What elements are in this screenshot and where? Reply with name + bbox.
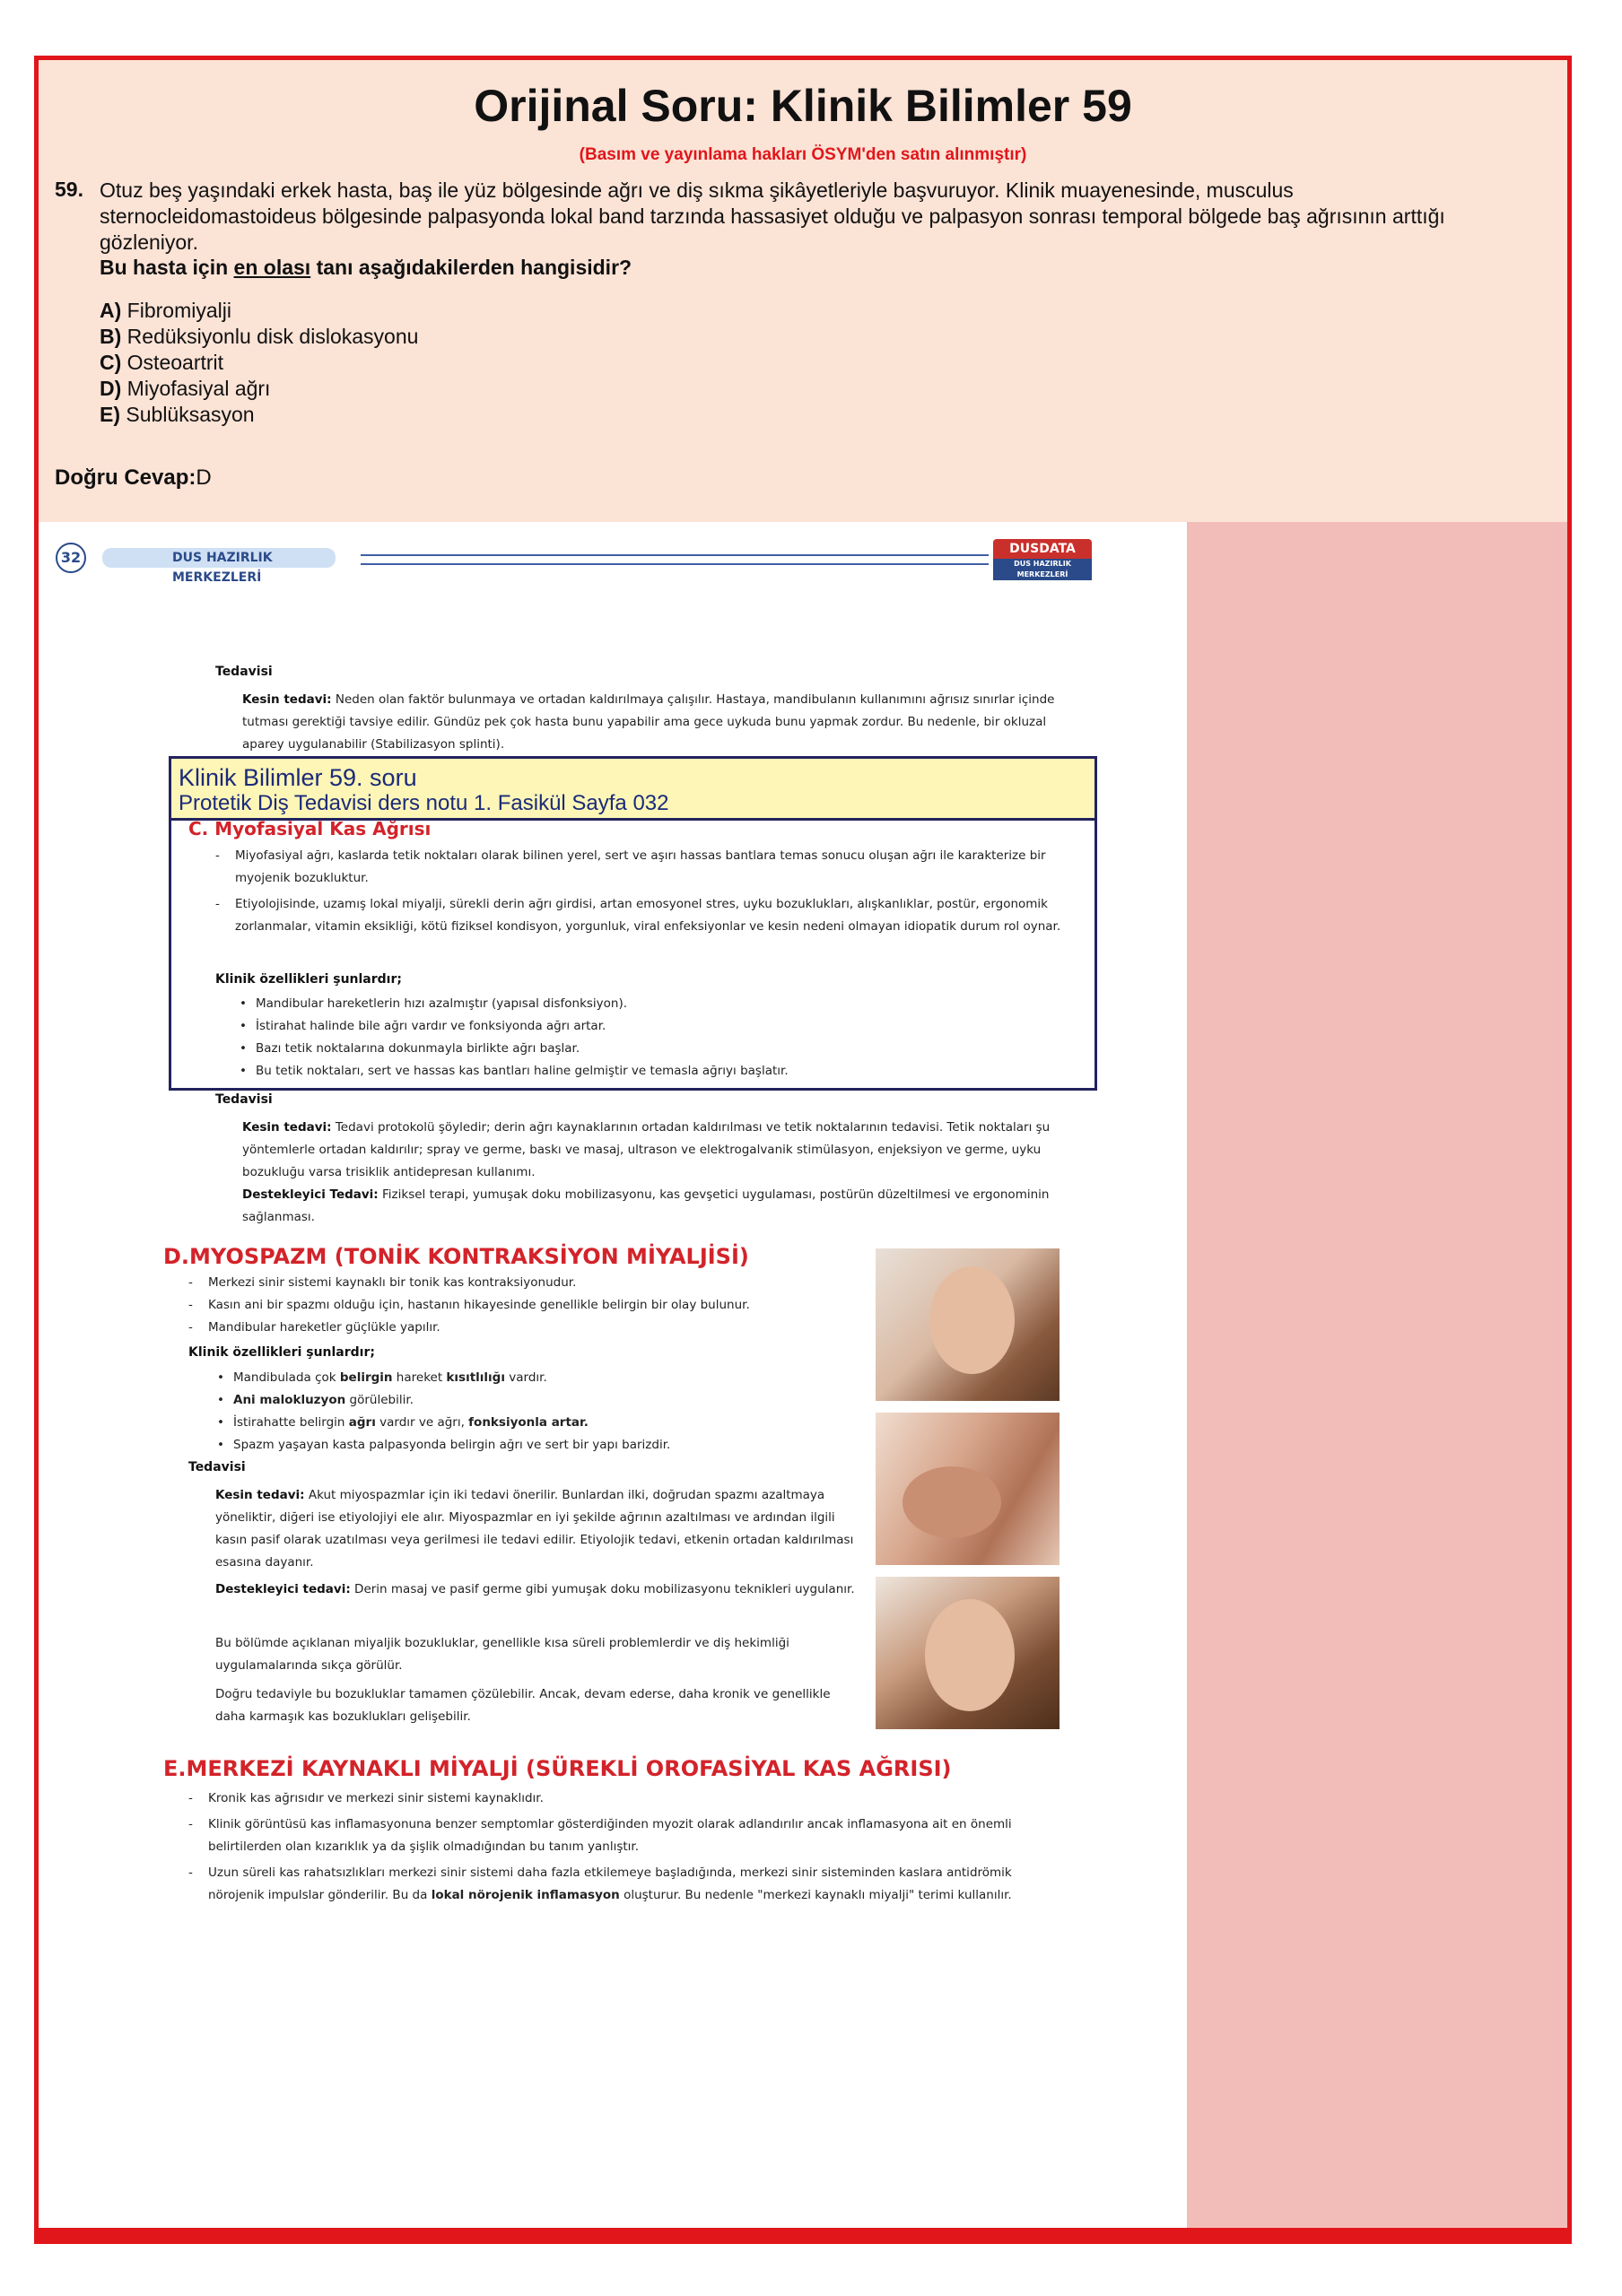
section-c-heading: C. Myofasiyal Kas Ağrısı: [188, 818, 432, 839]
option-letter: E): [100, 403, 120, 426]
option-letter: C): [100, 351, 122, 374]
kesin-label-1: Kesin tedavi:: [242, 692, 332, 707]
options-list: [100, 298, 418, 428]
bold-text: lokal nörojenik inflamasyon: [431, 1888, 620, 1902]
option-text: Sublüksasyon: [126, 403, 255, 426]
ask-underline: en olası: [233, 256, 311, 279]
section-c-list: [215, 845, 1063, 938]
list-item: [215, 1412, 861, 1434]
kesin-label-2: Kesin tedavi:: [242, 1120, 332, 1135]
correct-answer: [55, 465, 212, 491]
destek-text-2: Fiziksel terapi, yumuşak doku mobilizasyonu, kas gevşetici uygulaması, postürün düzeltilmesi ve ergonominin sağlanması.: [242, 1187, 1050, 1224]
section-e-heading: E.MERKEZİ KAYNAKLI MİYALJİ (SÜREKLİ OROFASİYAL KAS AĞRISI): [163, 1756, 952, 1781]
option-letter: B): [100, 325, 122, 348]
question-panel: [39, 60, 1567, 522]
text: görülebilir.: [345, 1393, 414, 1407]
question-number: 59.: [55, 178, 83, 201]
face-shape: [925, 1599, 1015, 1711]
list-item: - Merkezi sinir sistemi kaynaklı bir tonik kas kontraksiyonudur.: [188, 1272, 852, 1294]
answer-label: Doğru Cevap:: [55, 465, 196, 490]
kesin-text-3: Akut miyospazmlar için iki tedavi önerilir. Bunlardan ilki, doğrudan spazmı azaltmaya yöneliktir, diğeri ise etiyolojiyi ele alır. Miyospazmlar en iyi şekilde ağrının azaltılması ve ardından ilgili kasın pasif olarak uzatılması veya gerilmesi ile tedavi edilir. Etiyolojik tedavi, etkenin ortadan kaldırılması esasına dayanır.: [215, 1488, 854, 1570]
option-e: [100, 402, 418, 428]
book-header: [56, 542, 1076, 585]
list-item: - Kronik kas ağrısıdır ve merkezi sinir sistemi kaynaklıdır.: [188, 1787, 1063, 1810]
list-item: [215, 1367, 861, 1389]
section-c-klinik: Klinik özellikleri şunlardır;: [215, 972, 402, 987]
bold-text: fonksiyonla artar.: [468, 1415, 589, 1430]
text: vardır ve ağrı,: [375, 1415, 469, 1430]
tedavi-heading-2: Tedavisi: [215, 1092, 273, 1107]
text: vardır.: [504, 1370, 547, 1385]
kesin-text-2: Tedavi protokolü şöyledir; derin ağrı kaynaklarının ortadan kaldırılması ve tetik noktalarının tedavisi. Tetik noktaları şu yöntemlerle ortadan kaldırılır; spray ve germe, baskı ve masaj, ultrason ve elektrogalvanik stimülasyon, enjeksiyon ve germe, uyku bozukluğu varsa trisiklik antidepresan kullanımı.: [242, 1120, 1051, 1179]
list-item: - Mandibular hareketler güçlükle yapılır.: [188, 1317, 852, 1339]
option-b: [100, 324, 418, 350]
dusdata-logo: [993, 539, 1092, 578]
destek-text-3: Derin masaj ve pasif germe gibi yumuşak doku mobilizasyonu teknikleri uygulanır.: [354, 1582, 855, 1596]
question-text: Otuz beş yaşındaki erkek hasta, baş ile yüz bölgesinde ağrı ve diş sıkma şikâyetleriyle başvuruyor. Klinik muayenesinde, musculus sternocleidomastoideus bölgesinde palpasyonda lokal band tarzında hassasiyet olduğu ve palpasyon sonrası temporal bölgede baş ağrısının arttığı gözleniyor.: [100, 178, 1445, 254]
text: hareket: [392, 1370, 447, 1385]
rights-notice: (Basım ve yayınlama hakları ÖSYM'den satın alınmıştır): [579, 145, 1027, 164]
list-item: • Bazı tetik noktalarına dokunmayla birlikte ağrı başlar.: [238, 1038, 1063, 1060]
text: Mandibulada çok: [233, 1370, 340, 1385]
section-d-klinik: Klinik özellikleri şunlardır;: [188, 1345, 375, 1360]
section-d-heading: D.MYOSPAZM (TONİK KONTRAKSİYON MİYALJİSİ): [163, 1244, 749, 1269]
question-title: Orijinal Soru: Klinik Bilimler 59: [474, 81, 1132, 131]
bottom-bar: [34, 2228, 1572, 2244]
logo-subtext: DUS HAZIRLIK MERKEZLERİ: [993, 559, 1092, 580]
tedavi-heading-1: Tedavisi: [215, 665, 273, 679]
note-line-2: Protetik Diş Tedavisi ders notu 1. Fasikül Sayfa 032: [179, 791, 669, 815]
destek-tedavi-2: [242, 1184, 1063, 1229]
destek-label-3: Destekleyici tedavi:: [215, 1582, 351, 1596]
option-text: Osteoartrit: [126, 351, 224, 374]
paragraph-1: Bu bölümde açıklanan miyaljik bozukluklar, genellikle kısa süreli problemlerdir ve diş hekimliği uygulamalarında sıkça görülür.: [215, 1636, 789, 1673]
photo-patient-3: [876, 1577, 1060, 1729]
section-d-bullets: [215, 1367, 861, 1457]
reference-note: [169, 756, 1097, 821]
list-item: [215, 1389, 861, 1412]
list-item: [188, 1862, 1063, 1907]
text: İstirahatte belirgin: [233, 1415, 349, 1430]
kesin-text-1: Neden olan faktör bulunmaya ve ortadan kaldırılmaya çalışılır. Hastaya, mandibulanın kullanımını ağrısız sınırlar içinde tutması gerektiği tavsiye edilir. Gündüz pek çok hasta bunu yapabilir ama gece uykuda bunu yapmak zordur. Bu nedenle, bir okluzal aparey uygulanabilir (Stabilizasyon splinti).: [242, 692, 1055, 752]
option-d: [100, 376, 418, 402]
bold-text: Ani malokluzyon: [233, 1393, 346, 1407]
list-item: • Bu tetik noktaları, sert ve hassas kas bantları haline gelmiştir ve temasla ağrıyı başlatır.: [238, 1060, 1063, 1083]
destek-label-2: Destekleyici Tedavi:: [242, 1187, 379, 1202]
section-e-list: [188, 1787, 1063, 1907]
face-shape: [929, 1266, 1015, 1374]
kesin-tedavi-2: [242, 1117, 1063, 1184]
paragraph-2: Doğru tedaviyle bu bozukluklar tamamen çözülebilir. Ancak, devam ederse, daha kronik ve genellikle daha karmaşık kas bozuklukları gelişebilir.: [215, 1687, 831, 1724]
option-letter: A): [100, 299, 122, 322]
bold-text: kısıtlılığı: [446, 1370, 505, 1385]
list-item: - Etiyolojisinde, uzamış lokal miyalji, sürekli derin ağrı girdisi, artan emosyonel stres, uyku bozuklukları, alışkanlıklar, postür, ergonomik zorlanmalar, vitamin eksikliği, kötü fiziksel kondisyon, yorgunluk, viral enfeksiyonlar ve kesin nedeni olmayan idiopatik durum rol oynar.: [215, 893, 1063, 938]
photo-patient-1: [876, 1248, 1060, 1401]
tedavi-heading-3: Tedavisi: [188, 1460, 246, 1474]
list-item: - Kasın ani bir spazmı olduğu için, hastanın hikayesinde genellikle belirgin bir olay bulunur.: [188, 1294, 852, 1317]
ask-post: tanı aşağıdakilerden hangisidir?: [310, 256, 632, 279]
option-text: Miyofasiyal ağrı: [126, 377, 271, 400]
section-c-bullets: [238, 993, 1063, 1083]
list-item: • İstirahat halinde bile ağrı vardır ve fonksiyonda ağrı artar.: [238, 1015, 1063, 1038]
list-item: - Miyofasiyal ağrı, kaslarda tetik noktaları olarak bilinen yerel, sert ve aşırı hassas bantlara temas sonucu oluşan ağrı ile karakterize bir myojenik bozukluktur.: [215, 845, 1063, 890]
photo-patient-2: [876, 1413, 1060, 1565]
text: Uzun süreli kas rahatsızlıkları merkezi sinir sistemi daha fazla etkilemeye başladığında, merkezi sinir sisteminden kaslara antidrömik nörojenik impulslar gönderilir. Bu da: [208, 1866, 1012, 1902]
kesin-tedavi-1: [242, 689, 1063, 756]
option-letter: D): [100, 377, 122, 400]
list-item: • Mandibular hareketlerin hızı azalmıştır (yapısal disfonksiyon).: [238, 993, 1063, 1015]
list-item: • Spazm yaşayan kasta palpasyonda belirgin ağrı ve sert bir yapı barizdir.: [215, 1434, 861, 1457]
bold-text: ağrı: [348, 1415, 376, 1430]
hand-shape: [903, 1466, 1001, 1538]
destek-tedavi-3: [215, 1578, 859, 1601]
ask-pre: Bu hasta için: [100, 256, 234, 279]
side-margin: [1187, 522, 1567, 2239]
logo-text: DUSDATA: [1009, 542, 1076, 556]
note-line-1: Klinik Bilimler 59. soru: [179, 764, 417, 791]
bold-text: belirgin: [339, 1370, 393, 1385]
kesin-tedavi-3: [215, 1484, 859, 1574]
option-text: Fibromiyalji: [126, 299, 231, 322]
kesin-label-3: Kesin tedavi:: [215, 1488, 305, 1502]
page-number: 32: [56, 543, 86, 573]
header-rule: [361, 554, 989, 565]
option-a: [100, 298, 418, 324]
section-d-list: [188, 1272, 852, 1339]
option-text: Redüksiyonlu disk dislokasyonu: [126, 325, 419, 348]
book-banner: DUS HAZIRLIK MERKEZLERİ: [102, 548, 336, 568]
option-c: [100, 350, 418, 376]
answer-value: D: [196, 465, 212, 490]
question-ask: [100, 256, 632, 280]
text: oluşturur. Bu nedenle "merkezi kaynaklı miyalji" terimi kullanılır.: [619, 1888, 1012, 1902]
list-item: - Klinik görüntüsü kas inflamasyonuna benzer semptomlar gösterdiğinden myozit olarak adlandırılır ancak inflamasyona ait en önemli belirtilerden olan kızarıklık ya da şişlik olmadığından bu tanım yanlıştır.: [188, 1813, 1063, 1858]
